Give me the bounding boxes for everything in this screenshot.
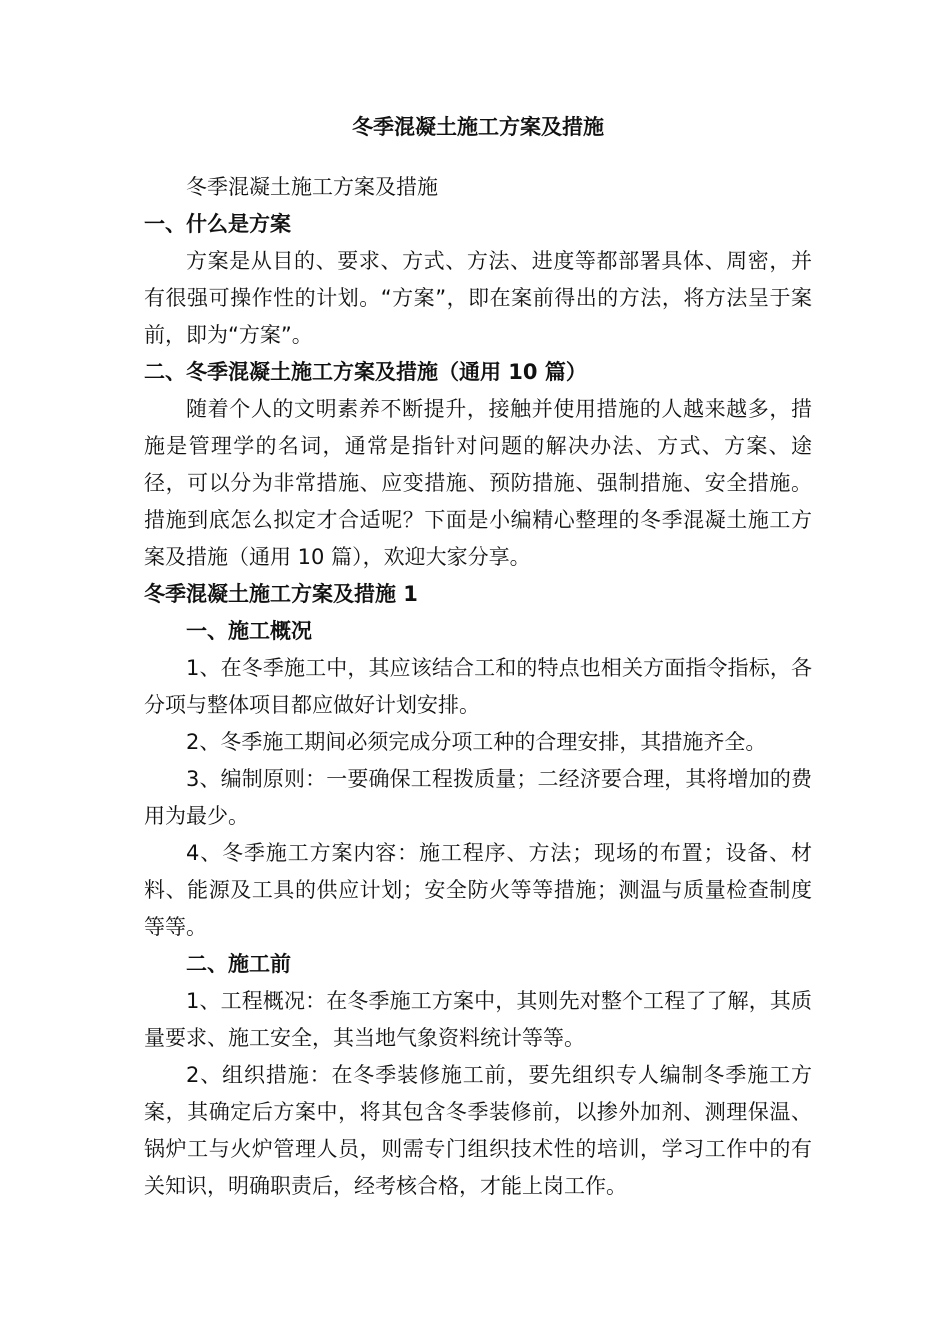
paragraph-5: 3、编制原则：一要确保工程拨质量；二经济要合理，其将增加的费用为最少。 [144,767,812,828]
paragraph-1: 方案是从目的、要求、方式、方法、进度等都部署具体、周密，并有很强可操作性的计划。“方案”，即在案前得出的方法，将方法呈于案前，即为“方案”。 [144,249,812,347]
paragraph-7: 1、工程概况：在冬季施工方案中，其则先对整个工程了了解，其质量要求、施工安全，其当地气象资料统计等等。 [144,989,812,1050]
document-title: 冬季混凝土施工方案及措施 [352,115,604,139]
paragraph-4: 2、冬季施工期间必须完成分项工种的合理安排，其措施齐全。 [186,730,767,754]
subsection-heading-1: 一、施工概况 [186,619,312,643]
section-heading-3: 冬季混凝土施工方案及措施 1 [144,582,418,606]
paragraph-3: 1、在冬季施工中，其应该结合工和的特点也相关方面指令指标，各分项与整体项目都应做好计划安排。 [144,656,812,717]
paragraph-8: 2、组织措施：在冬季装修施工前，要先组织专人编制冬季施工方案，其确定后方案中，将其包含冬季装修前，以掺外加剂、测理保温、锅炉工与火炉管理人员，则需专门组织技术性的培训，学习工作中的有关知识，明确职责后，经考核合格，才能上岗工作。 [144,1063,812,1198]
subsection-heading-2: 二、施工前 [186,952,291,976]
section-heading-2: 二、冬季混凝土施工方案及措施（通用 10 篇） [144,360,587,384]
paragraph-2: 随着个人的文明素养不断提升，接触并使用措施的人越来越多，措施是管理学的名词，通常是指针对问题的解决办法、方式、方案、途径，可以分为非常措施、应变措施、预防措施、强制措施、安全措施。措施到底怎么拟定才合适呢？下面是小编精心整理的冬季混凝土施工方案及措施（通用 10 篇），欢迎大家分享。 [144,397,812,569]
section-heading-1: 一、什么是方案 [144,212,291,236]
document-page [144,105,812,1205]
paragraph-6: 4、冬季施工方案内容：施工程序、方法；现场的布置；设备、材料、能源及工具的供应计划；安全防火等等措施；测温与质量检查制度等等。 [144,841,812,939]
document-subtitle: 冬季混凝土施工方案及措施 [186,175,438,199]
